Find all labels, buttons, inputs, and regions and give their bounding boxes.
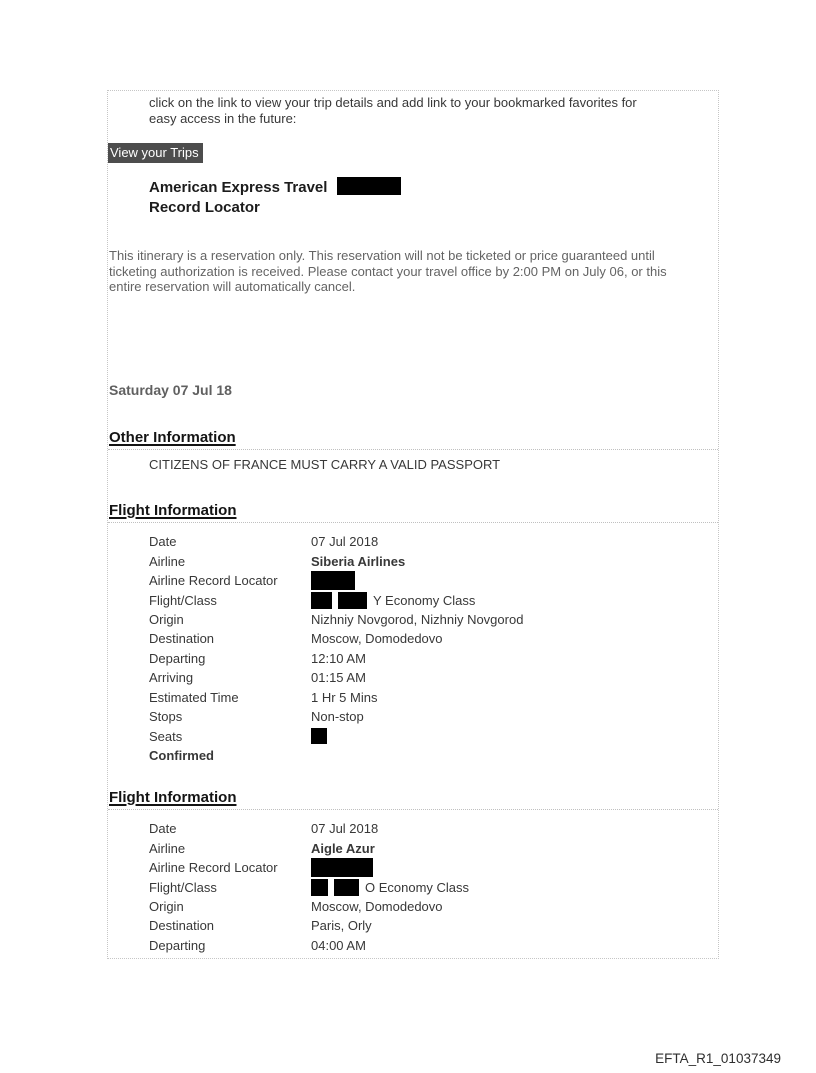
flight-information-header-1 — [108, 502, 718, 523]
field-value: 07 Jul 2018 — [311, 821, 379, 837]
date-heading: Saturday 07 Jul 18 — [109, 382, 232, 398]
field-label: Destination — [149, 918, 215, 934]
table-row — [108, 897, 719, 916]
field-label: Departing — [149, 937, 206, 953]
other-information-header — [108, 429, 718, 450]
field-label: Seats — [149, 728, 183, 744]
other-information-title: Other Information — [109, 429, 236, 446]
table-row — [108, 610, 719, 629]
field-label: Arriving — [149, 670, 194, 686]
field-value — [311, 592, 719, 609]
field-value: Paris, Orly — [311, 918, 372, 934]
table-row — [108, 551, 719, 570]
redacted-airline-code — [311, 879, 328, 896]
flight-information-header-2 — [108, 789, 718, 810]
table-row — [108, 726, 719, 745]
field-value: 12:10 AM — [311, 650, 366, 666]
reservation-notice — [108, 248, 719, 295]
table-row — [108, 819, 719, 838]
field-label: Airline — [149, 840, 186, 856]
table-row — [108, 649, 719, 668]
field-label: Date — [149, 534, 177, 550]
field-value: Moscow, Domodedovo — [311, 898, 443, 914]
field-value: Aigle Azur — [311, 840, 375, 856]
field-label: Destination — [149, 631, 215, 647]
field-label: Origin — [149, 611, 184, 627]
field-value: Non-stop — [311, 709, 364, 725]
field-label: Flight/Class — [149, 879, 217, 895]
record-locator-heading-line2: Record Locator — [149, 199, 260, 216]
redacted-airline-code — [311, 592, 332, 609]
notice-line: ticketing authorization is received. Please contact your travel office by 2:00 PM on July 06, or this — [109, 263, 667, 279]
redacted-flight-number — [334, 879, 359, 896]
redacted-seat — [311, 728, 327, 744]
class-of-service: Y Economy Class — [373, 592, 476, 608]
notice-line: This itinerary is a reservation only. This reservation will not be ticketed or price guaranteed until — [109, 248, 655, 263]
table-row — [108, 916, 719, 935]
view-your-trips-link[interactable]: View your Trips — [108, 143, 203, 163]
table-row — [108, 877, 719, 896]
passport-note: CITIZENS OF FRANCE MUST CARRY A VALID PASSPORT — [149, 457, 501, 472]
redacted-airline-record-locator — [311, 858, 373, 877]
table-row — [108, 532, 719, 551]
flight-info-table-1 — [108, 532, 719, 765]
table-row — [108, 571, 719, 590]
field-label: Origin — [149, 898, 184, 914]
field-value: Nizhniy Novgorod, Nizhniy Novgorod — [311, 611, 524, 627]
field-value: 07 Jul 2018 — [311, 534, 379, 550]
field-value — [311, 571, 719, 590]
flight-info-table-2 — [108, 819, 719, 955]
field-label: Airline Record Locator — [149, 573, 278, 589]
field-label: Airline — [149, 553, 186, 569]
redacted-record-locator — [337, 177, 401, 195]
field-value: 01:15 AM — [311, 670, 366, 686]
field-label: Stops — [149, 709, 183, 725]
field-value: Moscow, Domodedovo — [311, 631, 443, 647]
field-value: 1 Hr 5 Mins — [311, 689, 378, 705]
field-value: 04:00 AM — [311, 937, 366, 953]
field-label: Airline Record Locator — [149, 860, 278, 876]
table-row — [108, 629, 719, 648]
table-row — [108, 668, 719, 687]
field-label: Flight/Class — [149, 592, 217, 608]
document-reference: EFTA_R1_01037349 — [655, 1051, 781, 1066]
table-row — [108, 590, 719, 609]
email-body — [107, 90, 719, 959]
status-label: Confirmed — [149, 748, 214, 764]
table-row — [108, 707, 719, 726]
flight-information-title: Flight Information — [109, 502, 237, 519]
redacted-flight-number — [338, 592, 367, 609]
record-locator-heading — [149, 177, 401, 218]
field-label: Date — [149, 821, 177, 837]
table-row — [108, 746, 719, 765]
intro-paragraph — [149, 95, 637, 127]
field-value — [311, 728, 719, 744]
intro-line: click on the link to view your trip details and add link to your bookmarked favorites for — [149, 95, 637, 110]
table-row — [108, 936, 719, 955]
class-of-service: O Economy Class — [365, 879, 470, 895]
field-value: Siberia Airlines — [311, 553, 406, 569]
notice-line: entire reservation will automatically cancel. — [109, 279, 356, 294]
table-row — [108, 688, 719, 707]
intro-line: easy access in the future: — [149, 111, 297, 126]
field-label: Departing — [149, 650, 206, 666]
table-row — [108, 838, 719, 857]
field-label: Estimated Time — [149, 689, 239, 705]
redacted-airline-record-locator — [311, 571, 355, 590]
record-locator-heading-line1: American Express Travel — [149, 179, 328, 196]
flight-information-title: Flight Information — [109, 789, 237, 806]
field-value — [311, 879, 719, 896]
table-row — [108, 858, 719, 877]
field-value — [311, 858, 719, 877]
